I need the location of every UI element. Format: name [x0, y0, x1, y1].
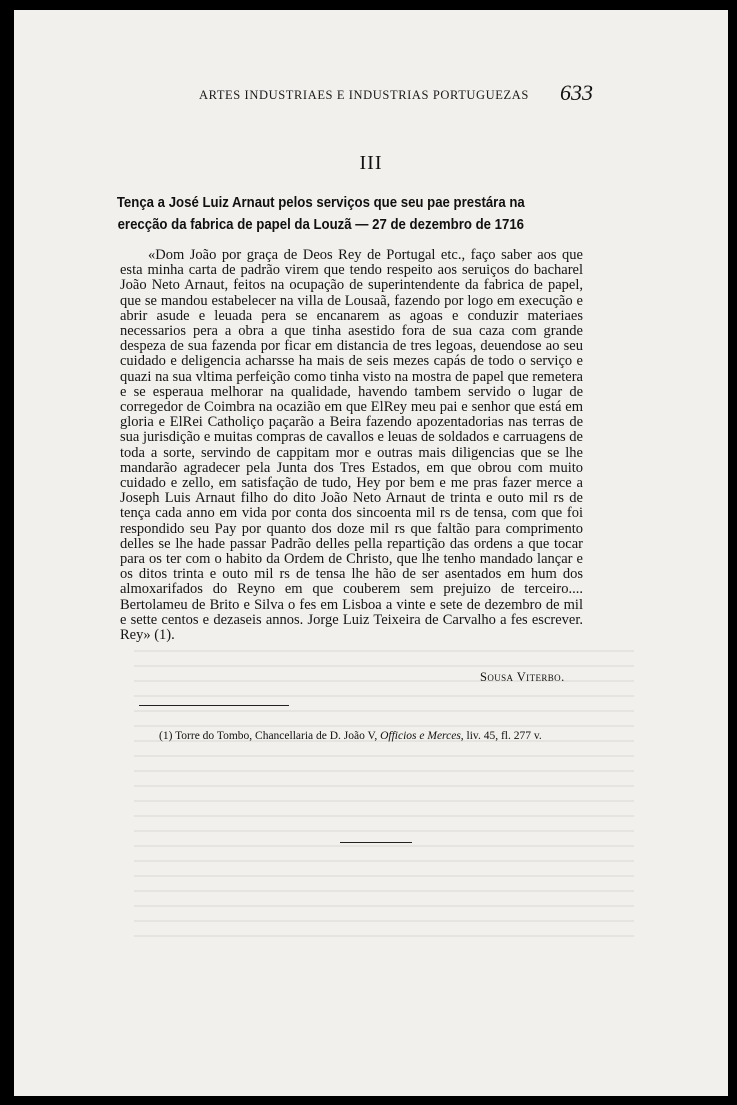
- running-header: ARTES INDUSTRIAES E INDUSTRIAS PORTUGUEZAS: [199, 88, 529, 102]
- document-title: Tença a José Luiz Arnaut pelos serviços que seu pae prestára na erecção da fabrica de papel da Louzã — 27 de dezembro de 1716: [116, 194, 525, 233]
- end-divider: [340, 842, 412, 843]
- footnote-prefix: (1) Torre do Tombo, Chancellaria de D. João V,: [159, 730, 381, 742]
- footnote-suffix: , liv. 45, fl. 277 v.: [460, 730, 542, 742]
- book-page: [14, 10, 728, 1096]
- footnote-divider: [139, 705, 289, 706]
- section-number: III: [359, 152, 383, 174]
- page-number: 633: [560, 80, 593, 105]
- document-body: [120, 248, 583, 643]
- body-paragraph: «Dom João por graça de Deos Rey de Portugal etc., faço saber aos que esta minha carta de padrão virem que tendo respeito aos seruiços do bacharel João Neto Arnaut, feitos na ocupação de superintendente da fabrica de papel, que se mandou estabelecer na villa de Lousaã, fazendo por logo em execução e abrir asude e leuada pera se encanarem as agoas e conduzir materiaes necessarios pera a obra a que tinha asestido fora de sua caza com grande despeza de sua fazenda por ficar em distancia de tres legoas, deuendose ao seu cuidado e deligencia acharsse ha mais de seis mezes capás de todo o serviço e quazi na sua vltima perfeição como tinha visto na mostra de papel que remetera e se esperaua melhorar na qualidade, havendo tambem servido o lugar de corregedor de Coimbra na ocazião em que ElRey meu pai e senhor que está em gloria e ElRei Catholiço paçarão a Beira fazendo apozentadorias nas terras de sua jurisdição e muitas compras de cavallos e leuas de soldados e carruagens de toda a sorte, servindo de cappitam mor e outras mais diligencias que se lhe mandarão agradecer pela Junta dos Tres Estados, em que obrou com muito cuidado e zello, em satisfação de tudo, Hey por bem e me pras fazer merce a Joseph Luis Arnaut filho do dito João Neto Arnaut de trinta e outo mil rs de tença cada anno em vida por conta dos sincoenta mil rs de tensa, com que foi respondido seu Pay por quanto dos doze mil rs que faltão para comprimento delles se lhe hade passar Padrão delles pella repartição das ordens a que tocar para os ter com o habito da Ordem de Christo, que lhe tenho mandado lançar e os ditos trinta e outo mil rs de tensa lhe hão de ser asentados em hum dos almoxarifados do Reyno em que couberem sem prejuizo de terceiro.... Bertolameu de Brito e Silva o fes em Lisboa a vinte e sete de dezembro de mil e sette centos e dezaseis annos. Jorge Luiz Teixeira de Carvalho a fes escrever. Rey» (1).: [120, 247, 583, 644]
- author-signature: Sousa Viterbo.: [480, 670, 565, 684]
- show-through-texture: [134, 650, 634, 950]
- footnote: [159, 730, 609, 742]
- footnote-italic: Officios e Merces: [380, 730, 461, 742]
